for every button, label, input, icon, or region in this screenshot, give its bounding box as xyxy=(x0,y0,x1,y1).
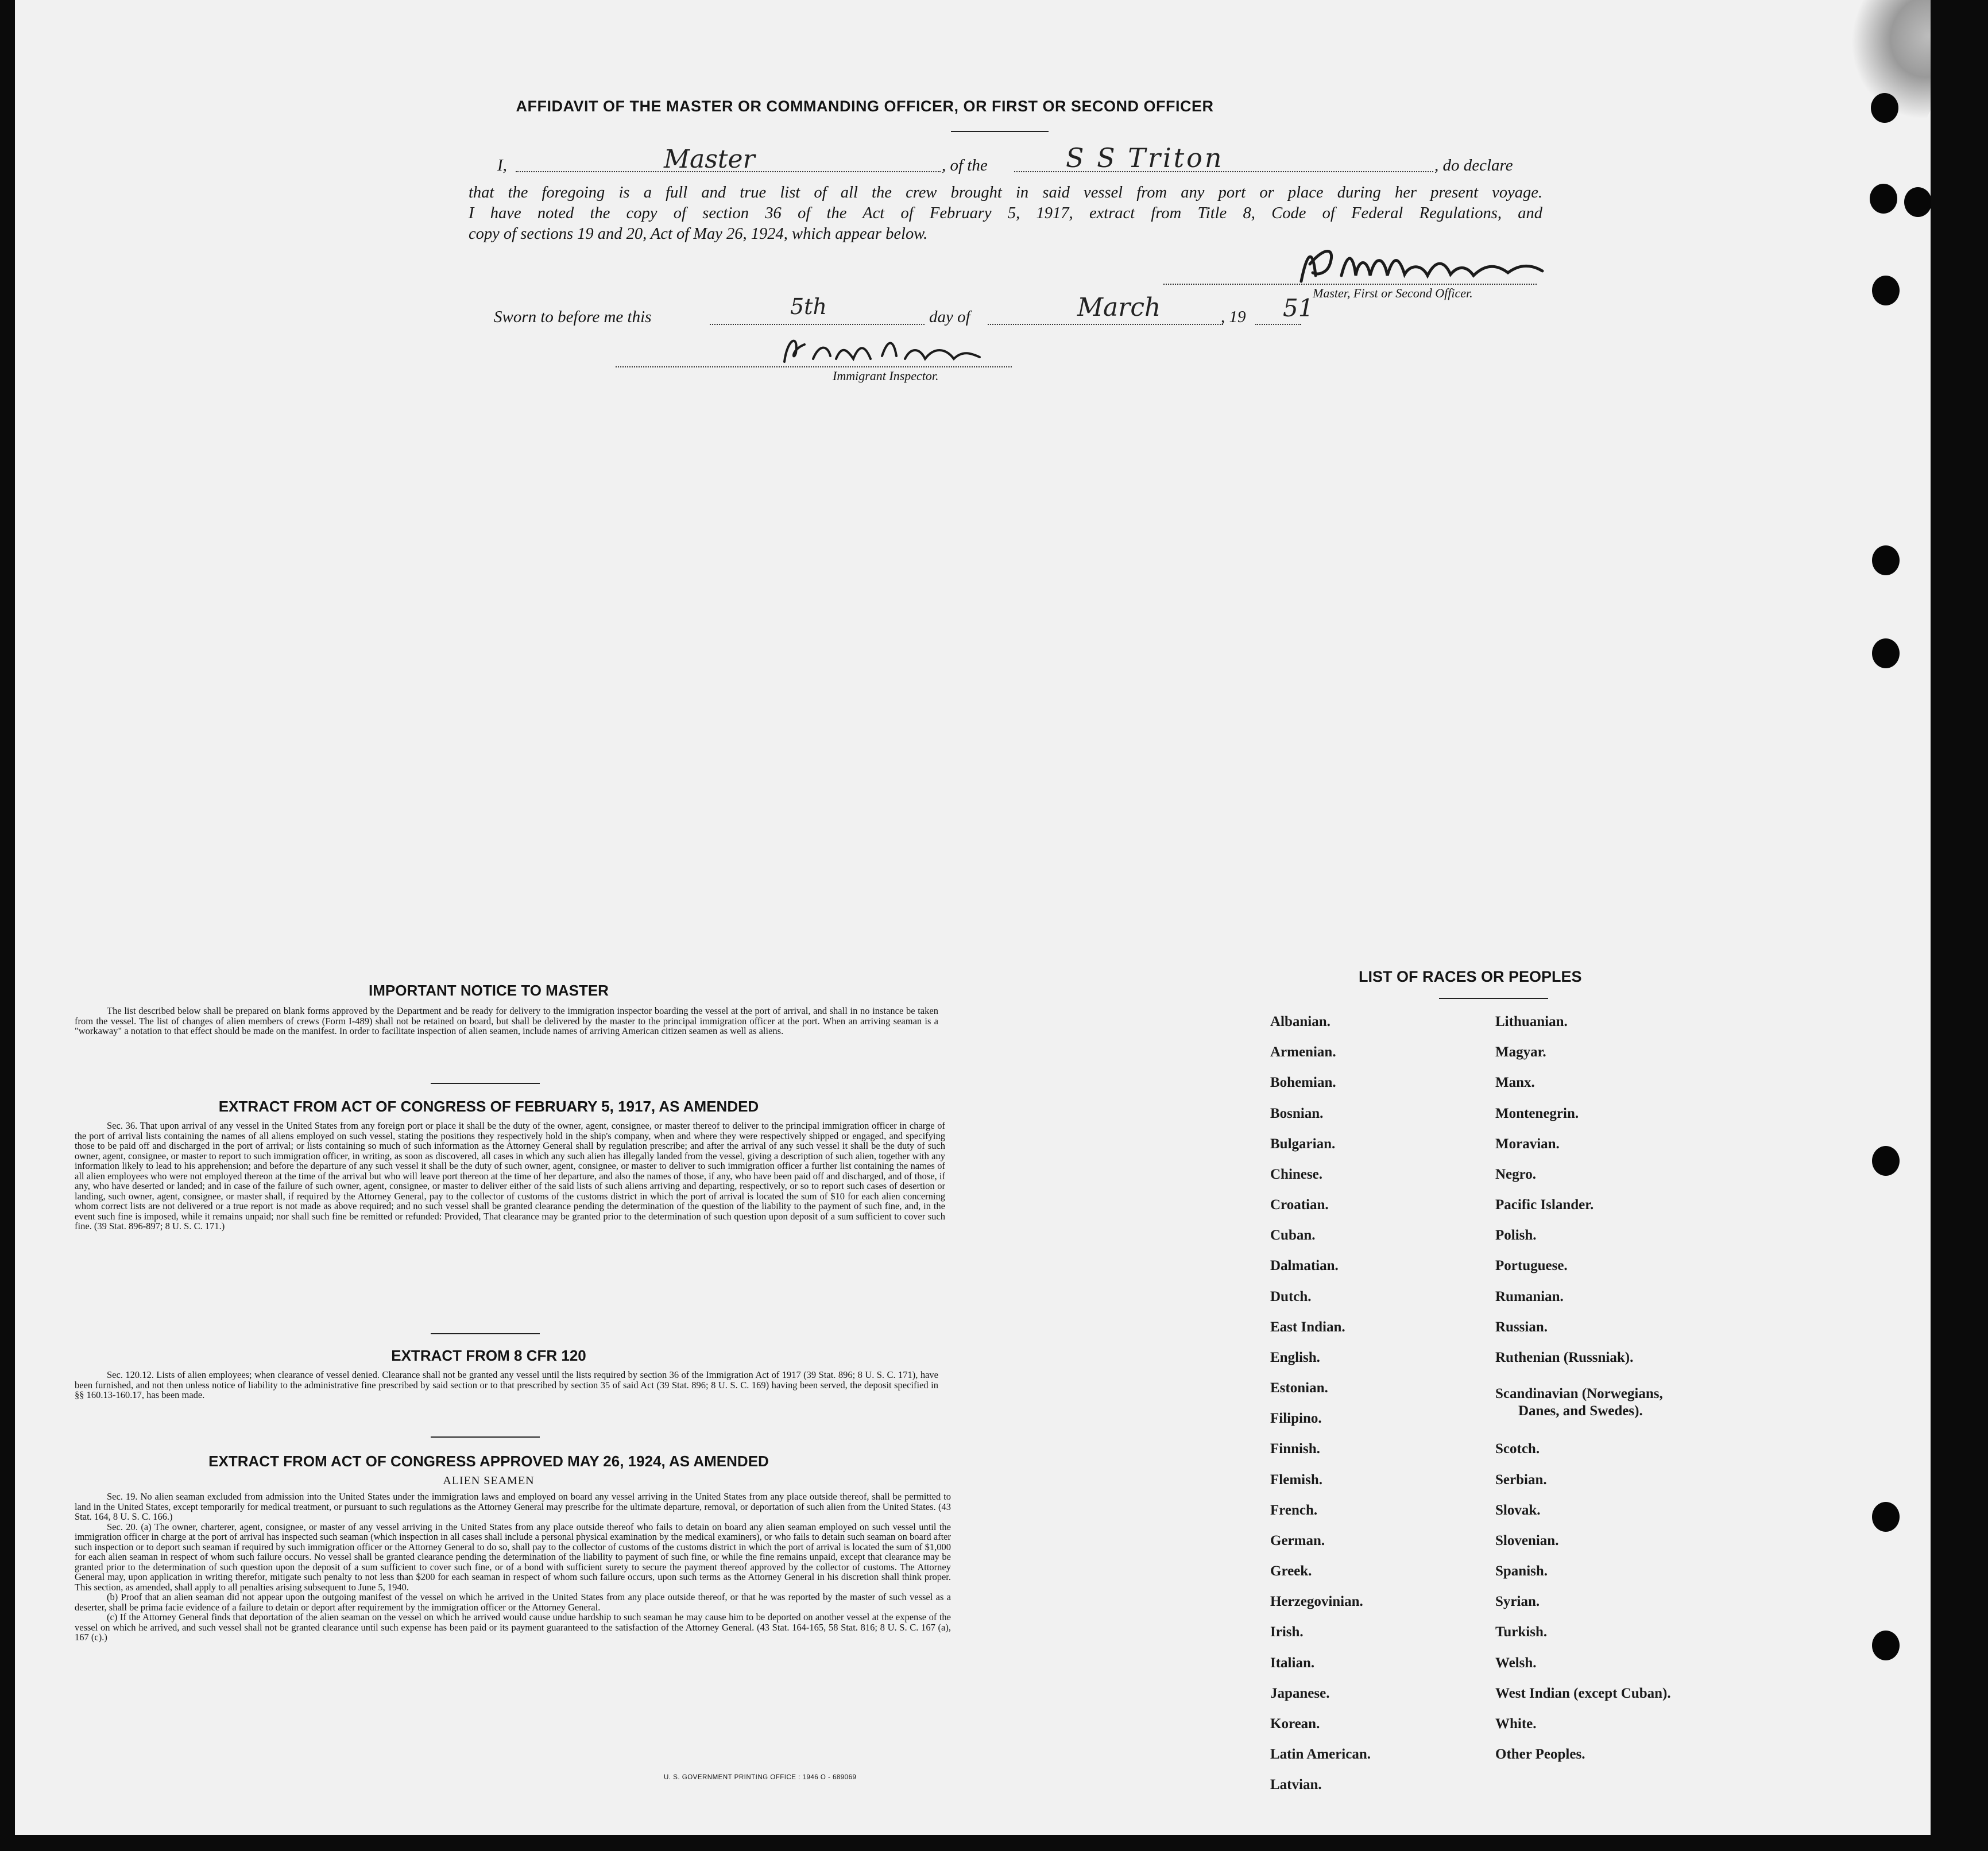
race-item: Scandinavian (Norwegians, xyxy=(1495,1386,1663,1401)
affidavit-title: AFFIDAVIT OF THE MASTER OR COMMANDING OFFICER, OR FIRST OR SECOND OFFICER xyxy=(516,98,1214,115)
race-item: Negro. xyxy=(1495,1167,1537,1182)
divider xyxy=(431,1083,540,1084)
day-line xyxy=(710,323,925,325)
race-item: Greek. xyxy=(1270,1563,1312,1579)
race-item: Herzegovinian. xyxy=(1270,1594,1363,1609)
race-item: Russian. xyxy=(1495,1319,1548,1335)
day-of-text: day of xyxy=(929,308,970,326)
race-item: Manx. xyxy=(1495,1075,1535,1090)
race-item: Croatian. xyxy=(1270,1197,1329,1213)
year-prefix: , 19 xyxy=(1221,308,1246,326)
race-item: Danes, and Swedes). xyxy=(1518,1403,1643,1419)
extract-1924-title: EXTRACT FROM ACT OF CONGRESS APPROVED MAY 26, 1924, AS AMENDED xyxy=(208,1453,769,1470)
punch-hole xyxy=(1872,545,1900,575)
affidavit-body-line-1: that the foregoing is a full and true list of all the crew brought in said vessel from any port or place during her present voyage. xyxy=(469,184,1542,202)
divider xyxy=(431,1436,540,1438)
alien-seamen-subtitle: ALIEN SEAMEN xyxy=(443,1474,535,1487)
printing-office-imprint: U. S. GOVERNMENT PRINTING OFFICE : 1946 O - 689069 xyxy=(664,1774,857,1781)
extract-cfr-text xyxy=(75,1370,938,1400)
race-item: French. xyxy=(1270,1503,1318,1518)
divider xyxy=(431,1333,540,1334)
race-item: Latin American. xyxy=(1270,1747,1371,1762)
divider xyxy=(1439,998,1548,999)
race-item: Magyar. xyxy=(1495,1044,1546,1060)
vessel-handwritten: S S Triton xyxy=(1066,142,1224,173)
race-item: Syrian. xyxy=(1495,1594,1540,1609)
do-declare-text: , do declare xyxy=(1434,156,1513,175)
races-title: LIST OF RACES OR PEOPLES xyxy=(1359,968,1582,985)
sec-120-paragraph: Sec. 120.12. Lists of alien employees; when clearance of vessel denied. Clearance shall not be granted any vessel until the lists required by section 36 of the Immigration Act of 1917 (39 Stat. 896; 8 U. S. C. 171), have been furnished, and not then unless notice of liability to the administrative fine prescribed by said section or to that prescribed by section 35 of said Act (39 Stat. 896; 8 U. S. C. 169) having been served, the deposit specified in §§ 160.13-160.17, has been made. xyxy=(75,1369,938,1400)
race-item: Chinese. xyxy=(1270,1167,1322,1182)
extract-1917-text xyxy=(75,1121,945,1232)
extract-cfr-title: EXTRACT FROM 8 CFR 120 xyxy=(391,1347,586,1364)
punch-hole xyxy=(1872,638,1900,668)
punch-hole xyxy=(1872,1146,1900,1176)
race-item: Italian. xyxy=(1270,1655,1315,1671)
sec-19-paragraph: Sec. 19. No alien seaman excluded from admission into the United States under the immigration laws and employed on board any vessel arriving in the United States from any place outside thereof, shall be permitted to land in the United States, except temporarily for medical treatment, or pursuant to such regulations as the Attorney General may prescribe for the ultimate departure, removal, or deportation of such alien from the United States. (43 Stat. 164, 8 U. S. C. 166.) xyxy=(75,1491,951,1522)
month-handwritten: March xyxy=(1077,293,1161,322)
year-line xyxy=(1255,323,1301,325)
race-item: Montenegrin. xyxy=(1495,1106,1579,1121)
i-prefix: I, xyxy=(497,156,507,175)
race-item: West Indian (except Cuban). xyxy=(1495,1686,1671,1701)
sec-20b-paragraph: (b) Proof that an alien seaman did not appear upon the outgoing manifest of the vessel on which he arrived in the United States from any place outside thereof, or that he was reported by the master of such vessel as a deserter, shall be prima facie evidence of a failure to detain or deport after requirement by the immigration officer or the Attorney General. xyxy=(75,1591,951,1613)
document-page xyxy=(15,0,1931,1835)
race-item: German. xyxy=(1270,1533,1325,1548)
race-item: White. xyxy=(1495,1716,1537,1732)
race-item: Japanese. xyxy=(1270,1686,1330,1701)
race-item: Irish. xyxy=(1270,1624,1304,1640)
notice-paragraph: The list described below shall be prepared on blank forms approved by the Department and be ready for delivery to the immigration inspector boarding the vessel at the port of arrival, and shall in no instance be taken from the vessel. The list of changes of alien members of crews (Form I-489) shall not be retained on board, but shall be delivered by the master to the principal immigration officer at the port. When an arriving seaman is a "workaway" a notation to that effect should be made on the manifest. In order to facilitate inspection of alien seamen, include names of arriving American citizen seamen as well as aliens. xyxy=(75,1005,938,1036)
sworn-prefix: Sworn to before me this xyxy=(494,308,652,326)
month-line xyxy=(988,323,1223,325)
race-item: Portuguese. xyxy=(1495,1258,1568,1273)
year-handwritten: 51 xyxy=(1283,294,1314,322)
race-item: Albanian. xyxy=(1270,1014,1331,1029)
sec-20a-paragraph: Sec. 20. (a) The owner, charterer, agent, consignee, or master of any vessel arriving in the United States from any place outside thereof who fails to detain on board any alien seaman employed on such vessel until the immigration officer in charge at the port of arrival has inspected such seaman (which inspection in all cases shall include a personal physical examination by the medical examiners), or who fails to detain such seaman on board after such inspection or to deport such seaman if required by such immigration officer or the Attorney General to do so, shall pay to the collector of customs of the customs district in which the port of arrival is located the sum of $1,000 for each alien seaman in respect of whom such failure occurs. No vessel shall be granted clearance pending the determination of the liability to payment of such fine, or while the fine remains unpaid, except that clearance may be granted prior to the determination of such question upon the deposit of a sum sufficient to cover such fine, or of a bond with sufficient surety to secure the payment thereof approved by the collector of customs. The Attorney General may, upon application in writing therefor, mitigate such penalty to not less than $200 for each seaman in respect of whom such failure occurs, upon such terms as the Attorney General in his discretion shall think proper. This section, as amended, shall apply to all penalties arising subsequent to June 5, 1940. xyxy=(75,1521,951,1593)
notice-text xyxy=(75,1006,938,1036)
race-item: Bosnian. xyxy=(1270,1106,1324,1121)
inspector-signature xyxy=(773,327,1026,373)
punch-hole xyxy=(1870,184,1897,214)
race-item: Filipino. xyxy=(1270,1411,1322,1426)
race-item: Lithuanian. xyxy=(1495,1014,1568,1029)
race-item: Bulgarian. xyxy=(1270,1136,1336,1152)
race-item: Korean. xyxy=(1270,1716,1320,1732)
race-item: Armenian. xyxy=(1270,1044,1336,1060)
inspector-caption: Immigrant Inspector. xyxy=(833,369,939,383)
affidavit-body-line-2: I have noted the copy of section 36 of the Act of February 5, 1917, extract from Title 8, Code of Federal Regulations, and xyxy=(469,204,1542,222)
race-item: Spanish. xyxy=(1495,1563,1548,1579)
master-caption: Master, First or Second Officer. xyxy=(1313,286,1473,300)
punch-hole xyxy=(1872,1502,1900,1532)
race-item: Estonian. xyxy=(1270,1380,1328,1396)
race-item: Rumanian. xyxy=(1495,1289,1564,1304)
day-handwritten: 5th xyxy=(790,294,827,319)
race-item: Turkish. xyxy=(1495,1624,1548,1640)
race-item: Moravian. xyxy=(1495,1136,1560,1152)
punch-hole xyxy=(1871,93,1898,123)
race-item: Dutch. xyxy=(1270,1289,1312,1304)
race-item: Slovenian. xyxy=(1495,1533,1559,1548)
race-item: Pacific Islander. xyxy=(1495,1197,1594,1213)
punch-hole xyxy=(1872,1631,1900,1660)
race-item: Other Peoples. xyxy=(1495,1747,1585,1762)
punch-hole xyxy=(1872,276,1900,305)
master-signature xyxy=(1290,241,1560,293)
race-item: Polish. xyxy=(1495,1227,1537,1243)
master-handwritten: Master xyxy=(664,145,755,174)
punch-hole xyxy=(1904,187,1931,217)
race-item: Cuban. xyxy=(1270,1227,1316,1243)
extract-1917-title: EXTRACT FROM ACT OF CONGRESS OF FEBRUARY 5, 1917, AS AMENDED xyxy=(218,1098,759,1115)
race-item: Flemish. xyxy=(1270,1472,1322,1488)
race-item: Latvian. xyxy=(1270,1777,1322,1792)
affidavit-body-line-3: copy of sections 19 and 20, Act of May 26, 1924, which appear below. xyxy=(469,225,928,243)
of-the-text: , of the xyxy=(942,156,988,175)
race-item: Slovak. xyxy=(1495,1503,1541,1518)
extract-1924-text xyxy=(75,1492,951,1643)
race-item: English. xyxy=(1270,1350,1320,1365)
sec-20c-paragraph: (c) If the Attorney General finds that deportation of the alien seaman on the vessel on which he arrived would cause undue hardship to such seaman he may cause him to be deported on another vessel at the expense of the vessel on which he arrived, and such vessel shall not be granted clearance until such expense has been paid or its payment guaranteed to the satisfaction of the Attorney General. (43 Stat. 164-165, 58 Stat. 816; 8 U. S. C. 167 (a), 167 (c).) xyxy=(75,1612,951,1643)
race-item: Dalmatian. xyxy=(1270,1258,1339,1273)
race-item: Finnish. xyxy=(1270,1441,1320,1457)
race-item: Welsh. xyxy=(1495,1655,1537,1671)
race-item: East Indian. xyxy=(1270,1319,1345,1335)
sec-36-paragraph: Sec. 36. That upon arrival of any vessel in the United States from any foreign port or place it shall be the duty of the owner, agent, consignee, or master thereof to deliver to the principal immigration officer in charge of the port of arrival lists containing the names of all aliens employed on such vessel, stating the positions they respectively hold in the ship's company, when and where they were respectively shipped or engaged, and specifying those to be paid off and discharged in the port of arrival; or lists containing so much of such information as the Attorney General shall by regulation prescribe; and after the arrival of any such vessel it shall be the duty of such owner, agent, consignee, or master to report to such immigration officer, in writing, as soon as discovered, all cases in which any such alien has illegally landed from the vessel, giving a description of such alien, together with any information likely to lead to his apprehension; and before the departure of any such vessel it shall be the duty of such owner, agent, consignee, or master to deliver to such immigration officer a further list containing the names of all alien employees who were not employed thereon at the time of the arrival but who will leave port thereon at the time of her departure, and also the names of those, if any, who have been paid off and discharged, and of those, if any, who have deserted or landed; and in case of the failure of such owner, agent, consignee, or master to deliver either of the said lists of such aliens arriving and departing, respectively, or so to report such cases of desertion or landing, such owner, agent, consignee, or master shall, if required by the Attorney General, pay to the collector of customs of the customs district in which the port of arrival is located the sum of $10 for each alien concerning whom correct lists are not delivered or a true report is not made as above required; and no such vessel shall be granted clearance pending the determination of the question of the liability to the payment of such fine, and, in the event such fine is imposed, while it remains unpaid; nor shall such fine be remitted or refunded: Provided, That clearance may be granted prior to the determination of such question upon deposit of a sum sufficient to cover such fine. (39 Stat. 896-897; 8 U. S. C. 171.) xyxy=(75,1120,945,1232)
race-item: Scotch. xyxy=(1495,1441,1540,1457)
race-item: Ruthenian (Russniak). xyxy=(1495,1350,1634,1365)
notice-title: IMPORTANT NOTICE TO MASTER xyxy=(369,982,609,999)
race-item: Serbian. xyxy=(1495,1472,1547,1488)
divider xyxy=(951,131,1049,132)
race-item: Bohemian. xyxy=(1270,1075,1336,1090)
